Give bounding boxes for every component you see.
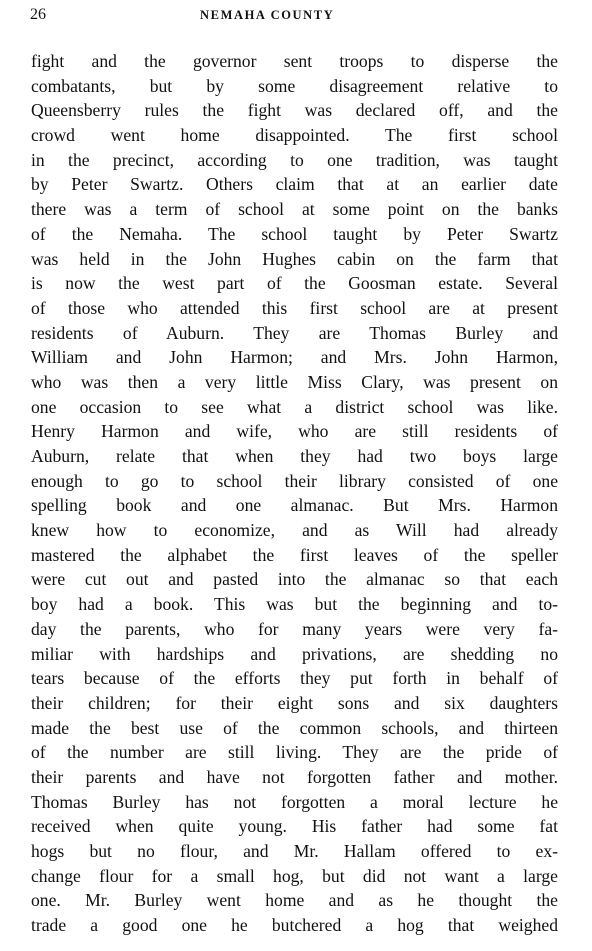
- text-line: crowd went home disappointed. The first school: [31, 125, 558, 146]
- text-line: boy had a book. This was but the beginning and to-: [31, 594, 558, 615]
- text-line: day the parents, who for many years were very fa-: [31, 618, 558, 639]
- text-line: one occasion to see what a district school was like.: [31, 396, 558, 417]
- text-line: is now the west part of the Goosman estate. Several: [31, 273, 558, 294]
- text-line: their parents and have not forgotten father and mother.: [31, 766, 558, 787]
- text-line: change flour for a small hog, but did not want a large: [31, 865, 558, 886]
- text-line: of the number are still living. They are the pride of: [31, 742, 558, 763]
- text-line: spelling book and one almanac. But Mrs. Harmon: [31, 495, 558, 516]
- text-line: received when quite young. His father had some fat: [31, 816, 558, 837]
- text-line: by Peter Swartz. Others claim that at an earlier date: [31, 174, 558, 195]
- text-line: William and John Harmon; and Mrs. John Harmon,: [31, 347, 558, 368]
- text-line: was held in the John Hughes cabin on the farm that: [31, 248, 558, 269]
- text-line: who was then a very little Miss Clary, was present on: [31, 371, 558, 392]
- text-line: were cut out and pasted into the almanac so that each: [31, 569, 558, 590]
- body-text: [31, 49, 558, 938]
- text-line: one. Mr. Burley went home and as he thought the: [31, 890, 558, 911]
- text-line: of those who attended this first school are at present: [31, 297, 558, 318]
- text-line: fight and the governor sent troops to disperse the: [31, 51, 558, 71]
- text-line: in the precinct, according to one tradition, was taught: [31, 149, 558, 170]
- text-line: there was a term of school at some point on the banks: [31, 199, 558, 220]
- page-header: [30, 6, 570, 28]
- text-line: mastered the alphabet the first leaves of the speller: [31, 544, 558, 565]
- text-line: enough to go to school their library consisted of one: [31, 470, 558, 491]
- text-line: their children; for their eight sons and six daughters: [31, 692, 558, 713]
- text-line: combatants, but by some disagreement relative to: [31, 75, 558, 96]
- text-line: miliar with hardships and privations, are shedding no: [31, 643, 558, 664]
- running-head: NEMAHA COUNTY: [200, 8, 335, 22]
- text-line: residents of Auburn. They are Thomas Burley and: [31, 322, 558, 343]
- text-line: hogs but no flour, and Mr. Hallam offered to ex-: [31, 841, 558, 861]
- text-line: Henry Harmon and wife, who are still residents of: [31, 421, 558, 442]
- text-line: made the best use of the common schools, and thirteen: [31, 717, 558, 738]
- text-line: Auburn, relate that when they had two boys large: [31, 446, 558, 466]
- page-number: 26: [30, 6, 46, 23]
- text-line: trade a good one he butchered a hog that weighed: [31, 915, 558, 936]
- text-line: knew how to economize, and as Will had already: [31, 520, 558, 541]
- text-line: tears because of the efforts they put forth in behalf of: [31, 668, 558, 689]
- text-line: Thomas Burley has not forgotten a moral lecture he: [31, 791, 558, 812]
- text-line: Queensberry rules the fight was declared off, and the: [31, 100, 558, 121]
- text-line: of the Nemaha. The school taught by Peter Swartz: [31, 223, 558, 244]
